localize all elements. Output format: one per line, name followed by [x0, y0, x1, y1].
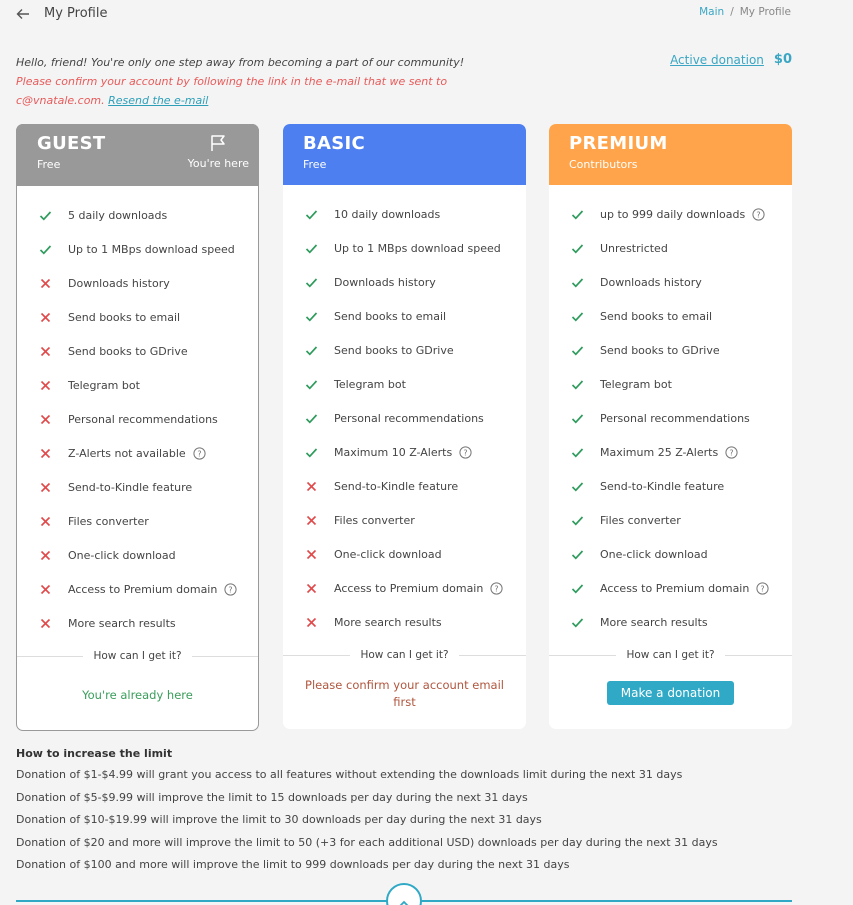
check-icon: [571, 208, 584, 221]
feature-item: [39, 436, 258, 470]
check-icon: [571, 514, 584, 527]
feature-item: [39, 334, 258, 368]
svg-text:?: ?: [729, 447, 734, 457]
feature-label: Downloads history: [600, 275, 702, 289]
confirm-email-first-text: Please confirm your account email first: [305, 678, 504, 709]
feature-label: Access to Premium domain: [600, 581, 750, 595]
feature-item: [571, 469, 792, 503]
svg-text:?: ?: [228, 584, 233, 594]
feature-label: Files converter: [68, 514, 149, 528]
feature-label: Send books to email: [334, 309, 447, 323]
feature-item: [571, 537, 792, 571]
feature-item: [305, 469, 526, 503]
feature-item: [305, 435, 526, 469]
how-to-get-divider: [17, 646, 258, 666]
check-icon: [571, 310, 584, 323]
check-icon: [571, 276, 584, 289]
help-icon[interactable]: [725, 446, 738, 459]
feature-label: Send books to GDrive: [600, 343, 720, 357]
check-icon: [571, 446, 584, 459]
current-plan-label: You're here: [187, 157, 249, 170]
feature-item: [305, 605, 526, 639]
cross-icon: [39, 345, 52, 358]
check-icon: [571, 582, 584, 595]
how-to-get-divider: [283, 645, 526, 665]
feature-label: 10 daily downloads: [334, 207, 441, 221]
feature-item: [571, 401, 792, 435]
feature-label: Personal recommendations: [334, 411, 484, 425]
plan-card-basic: [283, 124, 526, 729]
svg-text:?: ?: [756, 209, 761, 219]
donate-footer: [559, 681, 782, 705]
breadcrumb: [699, 6, 791, 18]
arrow-left-icon[interactable]: [16, 6, 30, 20]
plan-card-guest: [16, 124, 259, 731]
cross-icon: [39, 515, 52, 528]
plan-card-premium: [549, 124, 792, 729]
confirm-text: Please confirm your account by following the link in the e-mail that we sent to c@vnatale.com.: [16, 75, 448, 107]
feature-item: [305, 333, 526, 367]
feature-label: Personal recommendations: [600, 411, 750, 425]
cross-icon: [305, 480, 318, 493]
feature-item: [305, 299, 526, 333]
top-bar: [16, 4, 107, 22]
limit-row: Donation of $5-$9.99 will improve the limit to 15 downloads per day during the next 31 days: [16, 790, 528, 804]
flag-icon: [209, 134, 227, 152]
feature-item: [571, 503, 792, 537]
plan-name: GUEST: [37, 133, 106, 154]
check-icon: [305, 208, 318, 221]
feature-label: Downloads history: [68, 276, 170, 290]
feature-item: [571, 231, 792, 265]
cross-icon: [39, 379, 52, 392]
chevron-up-icon: [397, 894, 411, 905]
feature-label: Send-to-Kindle feature: [600, 479, 725, 493]
check-icon: [305, 276, 318, 289]
cross-icon: [39, 447, 52, 460]
plan-subtitle: Free: [37, 158, 61, 171]
feature-label: Access to Premium domain: [68, 582, 218, 596]
feature-list: [549, 185, 792, 639]
feature-item: [305, 367, 526, 401]
feature-item: [39, 402, 258, 436]
cross-icon: [305, 514, 318, 527]
feature-label: Access to Premium domain: [334, 581, 484, 595]
check-icon: [305, 310, 318, 323]
feature-label: 5 daily downloads: [68, 208, 168, 222]
active-donation-link[interactable]: Active donation: [670, 52, 764, 67]
check-icon: [305, 344, 318, 357]
feature-list: [17, 186, 258, 640]
check-icon: [571, 480, 584, 493]
feature-item: [39, 538, 258, 572]
feature-item: [39, 606, 258, 640]
feature-label: Maximum 25 Z-Alerts: [600, 445, 719, 459]
feature-item: [39, 266, 258, 300]
feature-label: Send-to-Kindle feature: [334, 479, 459, 493]
check-icon: [571, 242, 584, 255]
limit-row: Donation of $1-$4.99 will grant you access to all features without extending the downloads limit during the next 31 days: [16, 768, 683, 781]
feature-item: [39, 368, 258, 402]
feature-label: Up to 1 MBps download speed: [334, 241, 501, 255]
help-icon[interactable]: [490, 582, 503, 595]
feature-item: [39, 470, 258, 504]
plan-name: BASIC: [303, 133, 366, 154]
check-icon: [571, 412, 584, 425]
active-donation: [670, 52, 792, 67]
limit-info: [16, 747, 718, 879]
check-icon: [571, 616, 584, 629]
check-icon: [571, 548, 584, 561]
plan-subtitle: Contributors: [569, 158, 638, 171]
feature-label: Maximum 10 Z-Alerts: [334, 445, 453, 459]
help-icon[interactable]: [756, 582, 769, 595]
scroll-up-button[interactable]: [386, 883, 422, 905]
cross-icon: [305, 548, 318, 561]
how-to-get-divider: [549, 645, 792, 665]
svg-text:?: ?: [760, 583, 765, 593]
feature-label: Telegram bot: [68, 378, 140, 392]
help-icon[interactable]: [193, 447, 206, 460]
feature-item: [39, 504, 258, 538]
cross-icon: [39, 277, 52, 290]
feature-label: Send books to email: [600, 309, 713, 323]
feature-item: [39, 232, 258, 266]
help-icon[interactable]: [224, 583, 237, 596]
plan-subtitle: Free: [303, 158, 327, 171]
feature-label: One-click download: [600, 547, 708, 561]
feature-item: [305, 401, 526, 435]
feature-label: Send-to-Kindle feature: [68, 480, 193, 494]
how-to-get-label: How can I get it?: [626, 649, 715, 661]
confirm-warning: [16, 72, 516, 110]
feature-item: [571, 435, 792, 469]
welcome-text: Hello, friend! You're only one step away from becoming a part of our community!: [16, 56, 465, 69]
donation-amount: $0: [773, 52, 792, 67]
feature-label: Files converter: [334, 513, 415, 527]
help-icon[interactable]: [459, 446, 472, 459]
feature-item: [305, 537, 526, 571]
feature-label: Z-Alerts not available: [68, 446, 186, 460]
feature-label: One-click download: [68, 548, 176, 562]
limit-row: Donation of $20 and more will improve the limit to 50 (+3 for each additional USD) downloads per day during the next 31 days: [16, 835, 718, 849]
feature-item: [39, 300, 258, 334]
check-icon: [305, 412, 318, 425]
feature-item: [571, 605, 792, 639]
svg-text:?: ?: [197, 448, 202, 458]
feature-label: Send books to GDrive: [68, 344, 188, 358]
breadcrumb-separator: /: [730, 6, 734, 18]
page-title: My Profile: [44, 5, 108, 21]
feature-label: More search results: [68, 616, 176, 630]
feature-label: More search results: [334, 615, 442, 629]
plan-header-guest: [16, 124, 259, 186]
check-icon: [305, 446, 318, 459]
limit-info-title: How to increase the limit: [16, 747, 173, 760]
cross-icon: [39, 583, 52, 596]
plan-header-premium: [549, 124, 792, 185]
feature-item: [571, 299, 792, 333]
feature-item: [39, 572, 258, 606]
already-here-text: You're already here: [82, 688, 193, 702]
limit-row: Donation of $100 and more will improve the limit to 999 downloads per day during the next 31 days: [16, 858, 570, 871]
feature-label: Telegram bot: [600, 377, 672, 391]
feature-label: Files converter: [600, 513, 681, 527]
check-icon: [305, 378, 318, 391]
how-to-get-label: How can I get it?: [93, 650, 182, 662]
cross-icon: [39, 549, 52, 562]
feature-item: [305, 265, 526, 299]
cross-icon: [39, 413, 52, 426]
feature-label: One-click download: [334, 547, 442, 561]
cross-icon: [305, 616, 318, 629]
check-icon: [39, 243, 52, 256]
check-icon: [571, 344, 584, 357]
feature-item: [305, 231, 526, 265]
check-icon: [571, 378, 584, 391]
cross-icon: [305, 582, 318, 595]
check-icon: [39, 209, 52, 222]
help-icon[interactable]: [752, 208, 765, 221]
feature-item: [571, 571, 792, 605]
feature-label: Up to 1 MBps download speed: [68, 242, 235, 256]
svg-text:?: ?: [494, 583, 499, 593]
feature-item: [571, 333, 792, 367]
feature-item: [305, 197, 526, 231]
feature-item: [571, 197, 792, 231]
feature-list: [283, 185, 526, 639]
breadcrumb-current: My Profile: [739, 6, 791, 18]
feature-label: Unrestricted: [600, 241, 668, 255]
account-notice: [16, 53, 516, 110]
svg-text:?: ?: [463, 447, 468, 457]
plan-name: PREMIUM: [569, 133, 668, 154]
cross-icon: [39, 481, 52, 494]
feature-item: [39, 198, 258, 232]
feature-label: Send books to email: [68, 310, 181, 324]
cross-icon: [39, 311, 52, 324]
feature-label: Personal recommendations: [68, 412, 218, 426]
limit-row: Donation of $10-$19.99 will improve the limit to 30 downloads per day during the next 31 days: [16, 813, 542, 826]
cross-icon: [39, 617, 52, 630]
feature-label: up to 999 daily downloads: [600, 207, 746, 221]
feature-label: Telegram bot: [334, 377, 406, 391]
feature-item: [305, 571, 526, 605]
check-icon: [305, 242, 318, 255]
feature-label: Downloads history: [334, 275, 436, 289]
breadcrumb-main-link[interactable]: Main: [699, 6, 725, 18]
resend-email-link[interactable]: Resend the e-mail: [108, 94, 209, 107]
feature-label: Send books to GDrive: [334, 343, 454, 357]
make-donation-button[interactable]: Make a donation: [607, 681, 735, 705]
feature-item: [571, 367, 792, 401]
feature-label: More search results: [600, 615, 708, 629]
plan-header-basic: [283, 124, 526, 185]
feature-item: [571, 265, 792, 299]
how-to-get-label: How can I get it?: [360, 649, 449, 661]
feature-item: [305, 503, 526, 537]
